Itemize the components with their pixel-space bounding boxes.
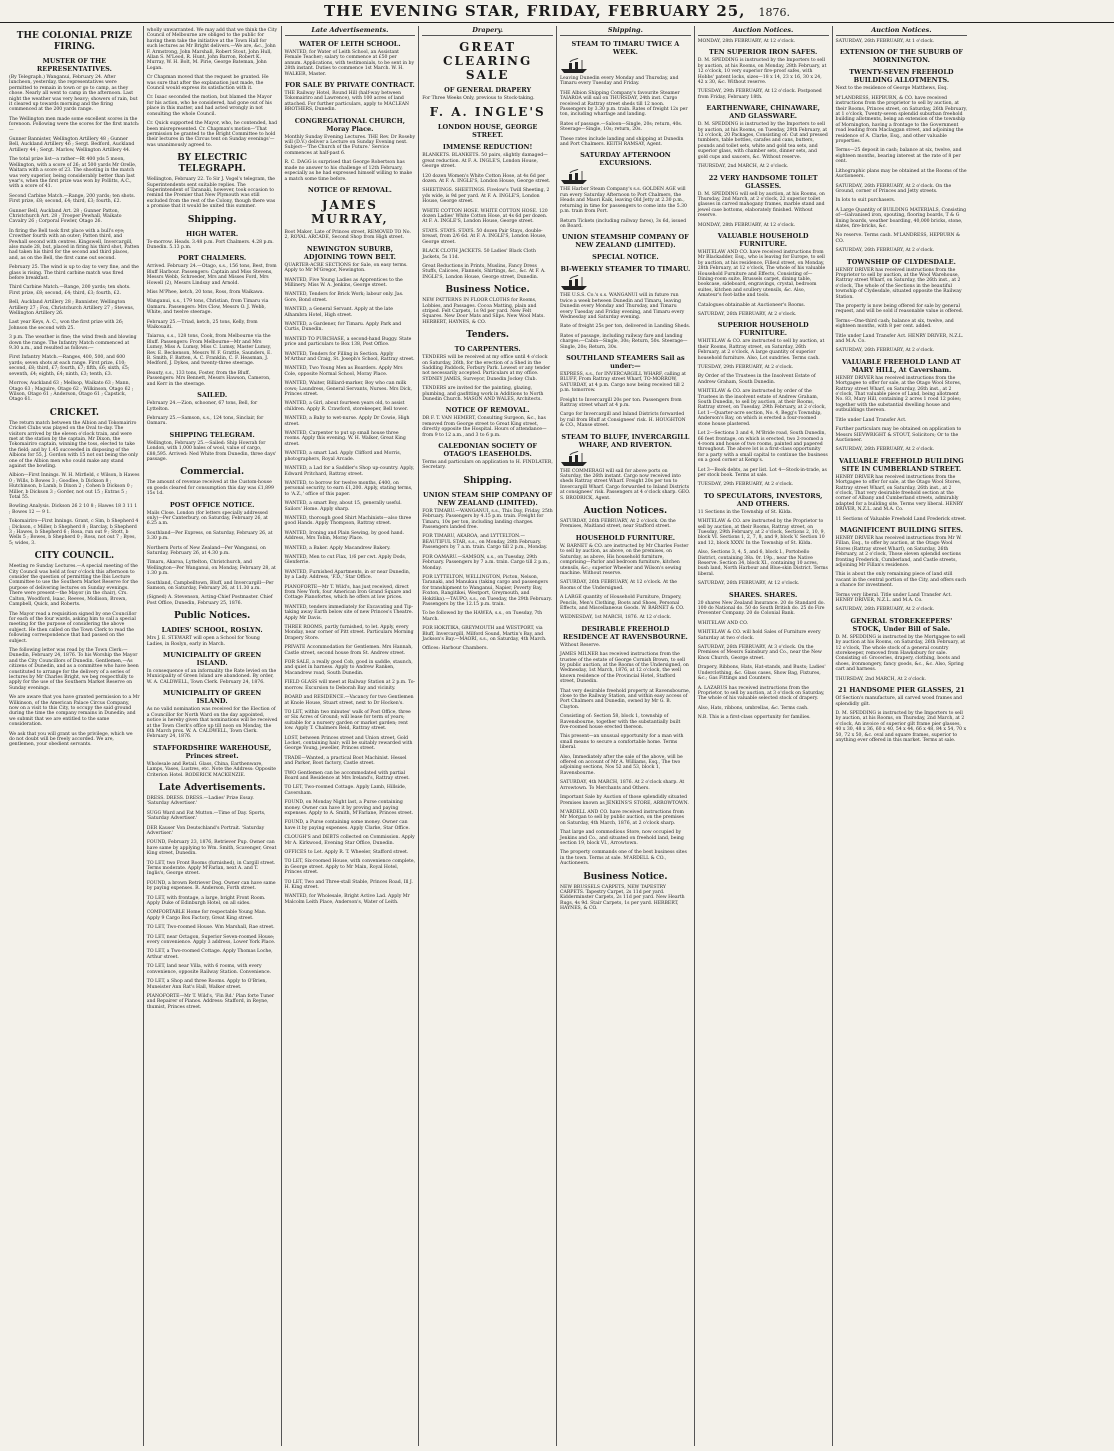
article-paragraph: (By Telegraph.) Wanganui, February 24. After luncheon, yesterday, the representatives were permitted to remain in town or go to camp, as they chose. Nearly all went to camp in the afternoon. Last night the weather was very heavy; showers of rain, but it cleared up towards morning and the firing commenced at the 200 yards range.: [9, 75, 138, 113]
article-paragraph: The property is now being offered for sale by general request, and will be sold if reasonable value is offered.: [835, 304, 964, 315]
article-paragraph: This is about the only remaining piece of land still vacant in the central portion of the City, and offers such a chance for investment.: [835, 572, 966, 589]
article-paragraph: Drapery, Ribbons, Hats, Hat-stands, and Busts; Ladies' Underclothing, &c. Glass cases, Show Bag, Fixtures, &c.; Gas Fittings and Counters.: [697, 665, 826, 682]
notice-heading: VALUABLE HOUSEHOLD FURNITURE.: [717, 231, 809, 248]
article-paragraph: Of Section's manufacture, all carved wood frames and splendidly gilt.: [835, 696, 963, 707]
article-paragraph: JAMES MILNER has received instructions from the trustee of the estate of George Cornish Brown, to sell by public auction, at the Rooms of the Undersigned, on Wednesday, 1st March, 1876, at 12 o'clock, the well known residence of the Provincial Hotel, Stafford street, Dunedin.: [560, 652, 689, 685]
article-paragraph: TENDERS are invited for the painting, glazing, plumbing, and gasfitting work in Additions to North Dunedin Church. MASON AND WALES, Architects.: [422, 386, 544, 402]
article-paragraph: wholly unwarranted. We may add that we think the City Council of Melbourne are obliged to the public for having them take the initiative at the Town Hall for such lectures as Mr Bright delivers.—We are, &c., John F. Armstrong, John Marshall, Robert Stout, John Hull, Allan S. M'Leod, R. Hunt, John Barron, Robert K. Murray, W. H. Bolt, M. Pirie, George Bateman, John Logan.: [146, 28, 278, 71]
article-paragraph: DER Kauser Von Deutschland's Portrait. 'Saturday Advertiser.': [146, 825, 265, 836]
steamship-icon: [560, 451, 588, 467]
article-paragraph: TO LET, Two-roomed Cottage. Apply Lamb, Hillside, Caversham.: [284, 785, 407, 796]
article-paragraph: TWO Gentlemen can be accommodated with partial Board and Residence at Mrs Ireland's, Rattray street.: [284, 770, 410, 781]
article-paragraph: WANTED, a General Servant. Apply at the late Alhambra Hotel, High street.: [284, 307, 393, 318]
article-paragraph: WANTED, for Water of Leith School, an Assistant Female Teacher; salary to commence at £50 per annum. Applications, with testimonials, to be sent in by 28th instant. Duties to commence 1st March. W. H. WALKER, Master.: [284, 50, 415, 77]
article-paragraph: The Wellington men made some excellent scores in the forenoon. Following were the scores for the first match:—: [9, 116, 140, 133]
notice-heading: SHIPPING TELEGRAM.: [169, 430, 255, 439]
article-paragraph: Title under Land Transfer Act. HENRY DRIVER, N.Z.L. and M.A. Co.: [835, 333, 964, 345]
article-paragraph: Albion—First Innings. W. H. Mirfield, c Wilson, b Hawes 0 ; Wills, b Bowes 3 ; Goodlee, b Dickson 8 ; Hutchinson, b Lamb, b Dixon 2 ; Cohen b Dickson 0 ; Miller, b Dickson 3 ; Gorder, not out 15 ; Extras 5 ; Total 55.: [9, 473, 140, 500]
article-paragraph: 3 p.m. The weather is fine; the wind fresh and blowing down the range. The Infantry Match commenced at 9.30 a.m., and resulted as follows:—: [9, 335, 137, 352]
article-paragraph: Meeting re Sunday Lectures.—A special meeting of the City Council was held at four o'clock this afternoon to consider the question of permitting the Ibis Lecture Committee to use the Southern Market Reserve for the purpose of delivering lectures on Sunday evenings. There were present—the Mayor (in the chair), Crs. Calton, Woodford, Isaac, Reeves, Mollison, Brown, Campbell, Quick, and Roberts.: [9, 564, 138, 608]
article-paragraph: FIELD GLASS will meet at Railway Station at 2 p.m. To-morrow. Excursion to Deborah Bay and vicinity.: [284, 680, 416, 691]
column-heading: Drapery.: [422, 26, 553, 36]
article-paragraph: Gunner Bannister, Wellington Artillery 48 ; Gunner Bell, Auckland Artillery 46 ; Sergt. Bedford, Auckland Artillery 44 ; Sergt. Marlow, Wellington Artillery 44.: [9, 137, 135, 153]
newspaper-column: [144, 26, 282, 1446]
article-paragraph: Also, Immediately after the sale of the above, will be offered on account of Mr A. Williams, Esq., The two adjoining sections, Nos 52 and 53, block 1, Ravensbourne.: [560, 754, 683, 776]
article-paragraph: Also, Hats, ribbons, umbrellas, &c. Terms cash.: [697, 705, 809, 711]
article-paragraph: WANTED, Five Young Ladies as Apprentices to the Millinery. Miss W. A. Jenkins, George street.: [284, 277, 403, 288]
article-paragraph: Southland—Per Express, on Saturday, February 26, at 3.30 p.m.: [146, 530, 273, 542]
article-paragraph: 120 dozen Women's White Cotton Hose, at 4s 6d per dozen. At F. A. INGLE'S, London House, George street.: [422, 173, 551, 185]
notice-heading: VALUABLE FREEHOLD LAND AT MARY HILL, At Caversham.: [841, 357, 961, 374]
masthead: [0, 0, 1114, 23]
article-paragraph: Lot 3—Book debts, as per list. Lot 4—Stock-in-trade, as per stock book. Terms at sale.: [697, 467, 827, 478]
article-paragraph: FOR HOKITIKA, GREYMOUTH and WESTPORT, via Bluff, Invercargill, Milford Sound, Martin's Bay, and Jackson's Bay.—MAORI, s.s., on Saturday, 4th March.: [422, 626, 547, 642]
notice-heading: CONGREGATIONAL CHURCH, Moray Place.: [294, 116, 405, 133]
article-paragraph: SATURDAY, 26th FEBRUARY, At 2 o'clock.: [835, 447, 935, 453]
article-paragraph: 11 Sections in the Township of St. Kilda.: [697, 509, 793, 515]
newspaper-title: THE EVENING STAR, FRIDAY, FEBRUARY 25,: [323, 2, 746, 20]
article-paragraph: SATURDAY, 26th FEBRUARY, At 3 o'clock. On the Premises of Messrs Sainsbury and Co., near the New Knox Church, George street.: [697, 645, 822, 661]
article-paragraph: Mrs J. E. STEWART will open a School for Young Ladies, in Roslyn, early in March.: [146, 636, 260, 647]
article-paragraph: EXPRESS, s.s., for INVERCARGILL WHARF, calling at BLUFF, From Rattray street Wharf, TO-MORROW, SATURDAY, at 4 p.m. Cargo now being received till 2 p.m. tomorrow.: [560, 371, 687, 394]
article-paragraph: Second Carbine Match.—Range, 200 yards; ten shots. First prize, £8; second, £4; third, £3; fourth, £2.: [9, 193, 136, 205]
article-paragraph: SATURDAY, 26th FEBRUARY, At 12 o'clock. At the Rooms of the Undersigned.: [560, 580, 678, 591]
article-paragraph: FOUND, a brown Retriever Dog. Owner can have same by paying expenses. R. Anderson, Forth street.: [146, 880, 276, 892]
article-paragraph: WHITELAW AND CO. have received instructions from Mr Blackadder, Esq., who is leaving for Europe, to sell by auction, at his residence, Filleul street, on Monday, 28th February, at 12 o'clock, The whole of his valuable Household Furniture and Effects, Consisting of—Dining-room suite, Brussels carpet, dining table, bookcase, sideboard, engravings, crystal, bedroom suites, kitchen and scullery utensils, &c. Also, Amateur's foot-lathe and tools.: [697, 249, 826, 299]
column-heading: Late Advertisements.: [285, 26, 416, 36]
article-paragraph: Wanganui, s.s., 179 tons, Christian, from Timaru via Oamaru. Passengers: Mrs Clow, Messrs O. J. Webb, White, and twelve steerage.: [146, 299, 269, 316]
section-heading: BY ELECTRIC TELEGRAPH.: [177, 153, 248, 175]
article-paragraph: WANTED, Ironing and Plain Sewing, by good hand. Address, Mrs Tobin, Moray Place.: [284, 530, 405, 542]
newspaper-column: [282, 26, 420, 1446]
newspaper-year: 1876.: [758, 6, 791, 19]
article-paragraph: By Order of the Trustees in the Insolvent Estate of Andrew Graham, South Dunedin.: [697, 374, 816, 385]
article-paragraph: Mails Close. London (for letters specially addressed only)—Per Canterbury, on Saturday, February 26, at 6.25 a.m.: [146, 510, 268, 527]
article-paragraph: TO LET, near Octagon, Superior Seven-roomed House; every convenience. Apply 3 address, Lower York Place.: [146, 934, 276, 946]
notice-heading: MUNICIPALITY OF GREEN ISLAND.: [163, 689, 262, 706]
article-paragraph: Important Sale by Auction of those splendidly situated Premises known as JENKINS'S STORE, ARROWTOWN.: [560, 795, 689, 806]
article-paragraph: Tokomairiro—First Innings. Grant, c Sim, b Shepherd 4 ; Dickson, c Miller, b Shepherd 8 ; Barclay, b Shepherd 3 ; Hawes, b Shepherd 6 ; Rosa, run out 9 ; Stott, b Wells 5 ; Bowes, b Shepherd 0 ; Ross, not out 7 ; Byes, 5; wides, 3.: [9, 519, 139, 546]
article-paragraph: TUESDAY, 29th FEBRUARY, At 2 o'clock.: [697, 365, 794, 371]
article-paragraph: Terms—25 deposit in cash; balance at six, twelve, and eighteen months, bearing interest at the rate of 8 per cent.: [835, 148, 962, 165]
notice-heading: CALEDONIAN SOCIETY OF OTAGO'S LEASEHOLDS.: [438, 442, 538, 459]
notice-heading: STEAM TO TIMARU TWICE A WEEK.: [571, 40, 680, 56]
section-heading: Shipping.: [463, 475, 512, 486]
article-paragraph: BLANKETS. BLANKETS. 50 pairs, slightly damaged—great reduction. At F. A. INGLE'S, London House, George street.: [422, 153, 548, 170]
article-paragraph: SATURDAY, 26th FEBRUARY, At 2 o'clock. On the Premises, Maitland street, near Stafford street.: [560, 519, 676, 530]
article-paragraph: The amount of revenue received at the Custom-house on goods cleared for consumption this day was £1,899 15s 1d.: [146, 480, 274, 497]
article-paragraph: WANTED, for Wholesale, Bright Active Lad. Apply Mr Malcolm Leith Place, Anderson's, Water of Leith.: [284, 894, 410, 905]
article-paragraph: D. M. SPEDDING is instructed by the Importers to sell by auction, at his Rooms, on Tuesday, 29th February, at 12 o'clock, 20 Packages, Consisting of: Cut and pressed tumblers, table bottles, carafes and cans, butters, pounds and toilet sets, white and gold tea sets, and superior glass, with chamber sets, dinner sets, and gold cups and saucers, &c. Without reserve.: [697, 122, 828, 160]
section-heading: Business Notice.: [445, 285, 530, 296]
display-heading: GREAT CLEARING SALE: [443, 40, 533, 82]
article-paragraph: Rates of passage, including railway fare and landing charges:—Cabin—Single, 30s; Return, 50s. Steerage—Single, 20s; Return, 30s.: [560, 333, 688, 350]
article-paragraph: PIANOFORTE—Mr T. Wild's, has just received, direct from New York, four American Iron Grand Square and Cottage Pianofortes, which he offers at low prices.: [284, 584, 412, 601]
article-paragraph: The Mayor read a requisition signed by one Councillor for each of the four wards, asking him to call a special meeting for the purpose of considering the above subject. He then called on the Town Clerk to read the following correspondence that had passed on the subject.: [9, 611, 137, 644]
article-paragraph: BOARD and RESIDENCE.—Vacancy for two Gentlemen at Knole House, Stuart street, next to Dr Hocken's.: [284, 695, 414, 706]
article-paragraph: SATURDAY, 26th FEBRUARY, At 2 o'clock.: [835, 607, 935, 613]
article-paragraph: WANTED, Waiter, Billiard-marker, Boy who can milk cows; Laundress, General Servants, Nurses. Mrs Dick, Princes street.: [284, 381, 412, 398]
section-heading: Shipping.: [187, 214, 237, 225]
article-paragraph: WHITELAW & CO. are instructed to sell by auction, at their Rooms, Rattray street, on Saturday, 26th February, at 2 o'clock, A large quantity of superior household furniture. Also, Lot sundries. Terms cash.: [697, 339, 825, 361]
article-paragraph: Last year Keys, A. C., won the first prize with 26; Johnson the second with 25.: [9, 320, 124, 331]
notice-heading: TOWNSHIP OF CLYDESDALE.: [846, 257, 956, 266]
notice-heading: SAILED.: [197, 391, 228, 400]
article-paragraph: M'ARDELL AND CO. have received instructions from Mr Morgan to sell by public auction, on the premises on Saturday, 4th March, 1876, at 2 o'clock sharp.: [560, 809, 684, 826]
article-paragraph: FOUND, February 23, 1876, Retriever Pup. Owner can have same by applying to Wm. Smith, Scavenger, Great King street, Dunedin.: [146, 840, 277, 857]
article-paragraph: A. LAZARUS has received instructions from the Proprietor, to sell by auction, at 3 o'clock on Saturday, The whole of his valuable selected stock of drapery.: [697, 685, 825, 702]
article-paragraph: Further particulars may be obtained on application to Messrs SIEVWRIGHT & STOUT, Solicitors; Or to the Auctioneer.: [835, 427, 962, 443]
article-paragraph: WHITELAW & CO. are instructed by order of the Trustees in the insolvent estate of Andrew Graham, South Dunedin, to sell by auction, at their Rooms, Rattray street, on Tuesday, 29th February, at 2 o'clock, Lot 1—Quarter-acre section, No. 4, Begg's Township, Anderson's Bay, on which is erected a four-roomed stone house plastered.: [697, 389, 826, 427]
article-paragraph: TUESDAY, 29th FEBRUARY, At 2 o'clock.: [697, 482, 794, 488]
section-heading: CRICKET.: [49, 407, 100, 418]
article-paragraph: D. M. SPEDDING is instructed by the Mortgagee to sell by auction at his Rooms, on Saturday, 26th February, at 12 o'clock, The whole stock of a general country storekeeper, removed from Hawksbury for sale. Consisting of: Groceries, drapery, clothing, boots and shoes, ironmongery, fancy goods, &c., &c. Also, Spring cart and harness.: [835, 634, 966, 673]
article-paragraph: SATURDAY, 26th FEBRUARY, At 2 o'clock.: [835, 248, 935, 254]
article-paragraph: We are aware that you have granted permission to a Mr Wilkinson, of the American Palace Circus Company, now on a visit to this City, to occupy the said ground during the time the company remains in Dunedin; and we submit that we are entitled to the same consideration.: [9, 695, 140, 728]
notice-heading: NOTICE OF REMOVAL.: [307, 185, 392, 194]
article-paragraph: WANTED, a Baker. Apply Macandrew Bakery.: [284, 545, 391, 551]
notice-heading: UNION STEAM SHIP COMPANY OF NEW ZEALAND (LIMITED).: [423, 490, 553, 507]
article-paragraph: Return Tickets (including railway fares), 3s 6d, issued on Board.: [560, 218, 687, 229]
article-paragraph: HENRY DRIVER has received instructions from the Mortgagee to offer for sale, at the Otago Wool Stores, Rattray street Wharf, on Saturday, 26th inst., at 2 o'clock, That valuable piece of Land, being allotment No. 83, Mary Hill, containing 2 acres 1 rood 12 poles; together with the substantial dwelling house and outbuildings thereon.: [835, 375, 962, 414]
article-paragraph: That very desirable freehold property at Ravensbourne, close to the Railway Station, and within easy access of Port Chalmers and Dunedin, owned by Mr G. B. Clayton.: [560, 688, 691, 710]
article-paragraph: Lot 2—Sections 3 and 4, M'Bride road, South Dunedin, 66 feet frontage, on which is erected, two 2-roomed a 4-room and house of two rooms, painted and papered throughout. The above lot is a first-class opportunity for a party with a small capital to continue the business on a good corner at Kemp's.: [697, 431, 828, 464]
article-paragraph: W. BARNET & CO. are instructed by Mr Charles Foster to sell by auction, as above, on the premises, on Saturday, as above, His household furniture, comprising—Parlor and bedroom furniture, kitchen utensils, &c.; superior Wheeler and Wilson's sewing machine. Without reserve.: [560, 543, 689, 576]
article-paragraph: SATURDAY, 26th FEBRUARY, At 1 o'clock.: [835, 39, 935, 44]
article-paragraph: Northern Ports of New Zealand—Per Wanganui, on Saturday, February 26, at 4.30 p.m.: [146, 545, 266, 556]
notice-heading: BI-WEEKLY STEAMER TO TIMARU.: [560, 265, 691, 274]
article-paragraph: FOUND, a Purse containing some money. Owner can have it by paying expenses. Apply Clarke, Star Office.: [284, 820, 410, 831]
newspaper-column: [833, 26, 971, 1446]
notice-heading: MUSTER OF THE REPRESENTATIVES.: [36, 57, 112, 73]
article-paragraph: TRADE—Wanted, a practical Boot Machinist. Hessel and Parker, Boot factory, Castle street.: [284, 755, 407, 767]
article-paragraph: Terms and particulars on application to H. FINDLATER, Secretary.: [422, 460, 553, 471]
article-paragraph: Monthly Sunday Evening Lectures. THE Rev. Dr Roseby will (D.V.) deliver a Lecture on Sunday Evening next. Subject—'The Church of the Future.' Service commences at half-past 6.: [284, 134, 416, 156]
article-paragraph: In firing the Bell took first place with a bull's eye; Crowther fourth with an outer; Patten third, and Pewhall second with centres. Kingswell, Invercargill, also made 28, but, placed in firing his third shot, Patten had taken his third for the second and third places, and, as on the Bell, the first came out second.: [9, 228, 140, 261]
article-paragraph: Terms very liberal. Title under Land Transfer Act. HENRY DRIVER, N.Z.L. and M.A. Co.: [835, 592, 952, 604]
article-paragraph: WANTED, Tenders for Brick Work; labour only. Jas. Gore, Bond street.: [284, 292, 404, 303]
article-paragraph: Next to the residence of George Matthews, Esq.: [835, 86, 948, 92]
notice-heading: TO SPECULATORS, INVESTORS, AND OTHERS.: [703, 491, 823, 508]
article-paragraph: MONDAY, 28th FEBRUARY, At 12 o'clock.: [697, 39, 796, 44]
article-paragraph: Timaru, Akaroa, Lyttelton, Christchurch, and Wellington—Per Wanganui, on Monday, February 28, at 1.30 p.m.: [146, 560, 276, 577]
article-paragraph: The return match between the Albion and Tokomairiro Cricket Clubs was played on the Oval to-day. The visitors arrived by the eleven o'clock train, and were met at the station by the captain, Mr Dixon, the Tokomairiro captain, winning the toss, elected to take the field; and by 1.45 succeeded in disposing of the Albions for 55, J. Gordon with 15 not out being the only one of the Albion men who could make any stand against the bowling.: [9, 420, 139, 469]
article-paragraph: Title under Land Transfer Act.: [835, 417, 907, 423]
notice-heading: OF GENERAL DRAPERY: [444, 86, 532, 94]
article-paragraph: PIANOFORTE—Mr T. Wild's, 'Fin Rd.' Plan forte Tuner and Repairer of Pianos. Address: Stafford, in Reyne, thumist, Princes street.: [146, 993, 275, 1010]
article-paragraph: QUARTER-ACRE SECTIONS for Sale, on easy terms. Apply to Mr M'Gregor, Newington.: [284, 262, 408, 274]
article-paragraph: Terms—One-third cash; balance at six, twelve, and eighteen months, with 8 per cent. added.: [835, 318, 954, 330]
notice-heading: PORT CHALMERS.: [178, 254, 247, 263]
notice-heading: WATER OF LEITH SCHOOL.: [299, 40, 401, 48]
article-paragraph: HENRY DRIVER has received instructions from Mr W. Fillan, Esq., to offer by auction, at the Otago Wool Stores (Rattray street Wharf), on Saturday, 26th February, at 2 o'clock, Those eleven splendid sections fronting Frederick, Cumberland, and Castle streets, adjoining Mr Fillan's residence.: [835, 535, 962, 568]
notice-heading: TO CARPENTERS.: [454, 345, 521, 354]
article-paragraph: Taiaroa, s.s., 128 tons, Cook, from Melbourne via the Bluff. Passengers: From Melbourne—Mr and Mrs Lumsy, Miss A. Lumsy, Miss C. Lumsy, Master Lumsy, Rev. E. Beckenson, Messrs W. F. Grattle, Saunders, E. B. Smith, F. Batten, A. C. Franklin, C. F. Heasman, J. Medford, J. Dykes, and twenty-three steerage.: [146, 334, 272, 367]
notice-heading: EXTENSION OF THE SUBURB OF MORNINGTON.: [839, 48, 963, 65]
section-heading: Public Notices.: [173, 611, 251, 622]
newspaper-column: [6, 26, 144, 1446]
article-paragraph: A LARGE quantity of Household Furniture, Drapery, Pencils, Men's Clothing, Boots and Shoes, Personal Effects, and Miscellaneous Goods. W. BARNET & CO.: [560, 595, 685, 611]
article-paragraph: DRESS. DRESS. DRESS.—Ladies' Prize Essay. 'Saturday Advertiser.': [146, 795, 254, 807]
notice-heading: 21 HANDSOME PIER GLASSES, 21: [837, 686, 965, 695]
notice-heading: POST OFFICE NOTICE.: [169, 500, 255, 509]
article-paragraph: FOR LYTTELTON, WELLINGTON, Picton, Nelson, Taranaki, and Manukau (taking cargo and passengers for transhipment to Wanganui, Napier, Poverty Bay, Foxton, Rangitikei, Westport, Greymouth, and Hokitika).—TAUPO, s.s., on Tuesday, the 29th February. Passengers by the 12.15 p.m. train.: [422, 574, 553, 607]
article-paragraph: TO LET, two Front Rooms (furnished), in Cargill street. Terms moderate. Apply M'Farlan, next A. and T. Inglis's, George street.: [146, 860, 276, 877]
article-paragraph: In lots to suit purchasers.: [835, 198, 896, 204]
article-paragraph: WANTED, a Baby to wet-nurse. Apply Dr Cowie, High street.: [284, 416, 410, 427]
article-paragraph: February 25.—Triad, ketch, 25 tons, Kelly, from Waikouaiti.: [146, 319, 258, 331]
article-paragraph: SATURDAY, 26th FEBRUARY, At 2 o'clock.: [697, 312, 797, 317]
article-paragraph: R. C. DAGG is surprised that George Robertson has made no answer to his challenge of 12th February, especially as he had expressed himself willing to make a match some time before.: [284, 160, 413, 182]
article-paragraph: As no valid nomination was received for the Election of a Councillor for North Ward on the day appointed, notice is hereby given that nominations will be received at the Town Clerk's office up till noon on Monday, the 6th March prox. W. A. CALDWELL, Town Clerk. February 24, 1876.: [146, 707, 278, 740]
article-paragraph: Offices: Harbour Chambers.: [422, 646, 488, 652]
article-paragraph: For Three Weeks Only, previous to Stock-taking.: [422, 96, 535, 101]
article-paragraph: FOUND, on Monday Night last, a Purse containing money. Owner can have it by proving and paying expenses. Apply to A. Smith, M'Farlane, Princes street.: [284, 800, 414, 816]
article-paragraph: MONDAY, 28th FEBRUARY, At 12 o'clock.: [697, 222, 796, 228]
article-paragraph: BLACK CLOTH JACKETS. 50 Ladies' Black Cloth Jackets, 5s 11d.: [422, 249, 536, 260]
article-paragraph: TENDERS will be received at my office until 4 o'clock on Saturday, 26th, for the erection of a Shed in the Saddling Paddock, Forbury Park. Lowest or any tender not necessarily accepted. Particulars at my office. SYDNEY JAMES, Surveyor, Dunedin Jockey Club.: [422, 355, 551, 382]
article-paragraph: SUGG Ward and Fat Mutton.—Time of Day. Sports, 'Saturday Advertiser.': [146, 810, 266, 822]
newspaper-columns: [6, 26, 1108, 1446]
article-paragraph: FOR TIMARU, AKAROA, and LYTTELTON.—BEAUTIFUL STAR, s.s., on Monday, 28th February. Passengers by 7 a.m. train. Cargo till 2 p.m., Monday.: [422, 534, 548, 551]
article-paragraph: SHEETINGS. SHEETINGS. Fivelow's Twill Sheeting, 2 yds wide, is 9d per yard. At F. A. INGLE'S, London House, George street.: [422, 188, 550, 205]
article-paragraph: These rates include landing and shipping at Dunedin and Port Chalmers. KEITH RAMSAY, Agent.: [560, 136, 684, 148]
article-paragraph: THE Railway Hotel, Round Hill (half-way between Tokomairiro and Lawrence), with 100 acres of land attached. For further particulars, apply to MACLEAN BROTHERS, Dunedin.: [284, 91, 410, 113]
article-paragraph: Bell, Auckland Artillery 28 ; Bannister, Wellington Artillery 27 ; Fox, Christchurch Artillery 27 ; Stevens, Wellington Artillery 26.: [9, 300, 135, 317]
article-paragraph: SATURDAY, 4th MARCH, 1876. At 2 o'clock sharp. At Arrowtown. To Merchants and Others.: [560, 780, 685, 791]
article-paragraph: DR F. T. VAN HEMERT, Consulting Surgeon, &c., has removed from George street to Great King street, directly opposite the Hospital. Hours of attendance—from 9 to 12 a.m., and 3 to 6 p.m.: [422, 416, 547, 438]
steamship-icon: [560, 169, 588, 185]
article-paragraph: THE Albion Shipping Company's favourite Steamer TAIAROA will sail on THURSDAY, 24th inst. Cargo received at Rattray street sheds till 12 noon. Passengers by 3.30 p.m. train. Rates of freight 12s per ton, including wharfage and landing.: [560, 90, 688, 118]
article-paragraph: Third Carbine Match.—Range, 200 yards; ten shots. First prize, £8; second, £4; third, £3; fourth, £2.: [9, 285, 131, 296]
article-paragraph: Morrow, Auckland 63 ; Mellsop, Waikato 63 ; Mann, Otago 63 ; Maguire, Otago 62 ; Wilkinson, Otago 62 ; Wilson, Otago 61 ; Anderson, Otago 61 ; Capstick, Otago 61.: [9, 381, 134, 403]
article-paragraph: THREE ROOMS, partly furnished, to let. Apply, every Monday, near corner of Pitt street. Particulars Morning Drapery Store.: [284, 625, 414, 641]
column-heading: Auction Notices.: [836, 26, 968, 36]
article-paragraph: Bowling Analysis. Dickson 26 2 10 8 ; Hawes 18 3 11 1 ; Bowes 12 — 9 1.: [9, 504, 138, 515]
article-paragraph: NEW PATTERNS IN FLOOR CLOTHS for Rooms, Lobbies, and Passages. Cocoa Matting, plain and striped. Felt Carpets, 1s 9d per yard. New Felt Squares. New Door Mats and Slips. New Wool Mats. HERBERT, HAYNES, & CO.: [422, 298, 545, 325]
notice-heading: NOTICE OF REMOVAL.: [445, 406, 530, 415]
article-paragraph: Freight to Invercargill 20s per ton. Passengers from Rattray street wharf at 4 p.m.: [560, 397, 682, 408]
notice-heading: 22 VERY HANDSOME TOILET GLASSES.: [708, 173, 818, 190]
notice-heading: HOUSEHOLD FURNITURE.: [575, 533, 675, 542]
section-heading: Tenders.: [466, 330, 510, 341]
display-heading: F. A. INGLE'S: [429, 105, 546, 120]
notice-heading: NEWINGTON SUBURB, ADJOINING TOWN BELT.: [303, 244, 396, 261]
notice-heading: MUNICIPALITY OF GREEN ISLAND.: [163, 651, 262, 668]
article-paragraph: (Signed) A. Stevenson, Acting-Chief Postmaster. Chief Post Office, Dunedin, February 25, 1876.: [146, 595, 273, 606]
article-paragraph: TO LET, Two and Three-stall Stable, Princes Road, Ill J. H. King street.: [284, 879, 413, 891]
article-paragraph: February 25. The wind is up to day to very fine, and the glass is rising. The third carbine match was fired before breakfast.: [9, 265, 139, 281]
notice-heading: SPECIAL NOTICE.: [592, 253, 659, 262]
notice-heading: SOUTHLAND STEAMERS Sail as under:—: [566, 353, 685, 370]
article-paragraph: WHITELAW & CO. are instructed by the Proprietor to sell by auction, at their Rooms, Rattray street, on Tuesday, 29th February, at 2 o'clock, Sections 2, 10, 9, block VI. Sections 1, 2, 7, 8, and 9, block V. Section 10 and 12, block XXXV. In the Township of St. Kilda.: [697, 519, 825, 546]
article-paragraph: THURSDAY, 2nd MARCH, At 2 o'clock.: [697, 164, 789, 170]
article-paragraph: CLOUGH'S and DEBTS collected on Commission. Apply Mr A. Kirkwood, Evening Star Office, Dunedin.: [284, 835, 415, 846]
steamship-icon: [560, 275, 588, 291]
steamship-icon: [560, 58, 588, 74]
article-paragraph: THURSDAY, 2nd MARCH, At 2 o'clock.: [835, 676, 927, 682]
article-paragraph: 11 Sections of Valuable Freehold Land Frederick street.: [835, 516, 967, 522]
article-paragraph: WANTED, a Girl, about fourteen years old, to assist children. Apply R. Crawford, storekeeper, Bell tower.: [284, 401, 408, 412]
article-paragraph: The total prize list—a rather—Rt 400 yds 5 moon, Wellington, with a score of 26; at 500 yards Mr Orelle, Waitara with a score of 23. The shooting in the match was very superior, being considerably better than last year's, when the first prize was won by Pollitts, A.C., with a score of 41.: [9, 157, 137, 190]
article-paragraph: To be followed by the HAWEA, s.s., on Tuesday, 7th March.: [422, 611, 543, 622]
article-paragraph: Wholesale and Retail. Glass, China, Earthenware, Lamps, Vases, Lustres, etc. Note the Address: Opposite Criterion Hotel. RODERICK MACKENZIE.: [146, 761, 276, 778]
notice-heading: SHARES. SHARES.: [729, 590, 798, 599]
article-paragraph: WHITELAW & CO. will hold Sales of Furniture every Saturday at two o'clock.: [697, 630, 821, 641]
notice-heading: TEN SUPERIOR IRON SAFES.: [708, 48, 818, 57]
article-paragraph: Cr Chapman moved that the request be granted. He was sure that after the explanation just made, the Council would express its satisfaction with it.: [146, 75, 269, 92]
article-paragraph: WANTED, Two Young Men as Boarders. Apply Mrs Cole, opposite Normal School, Moray Place.: [284, 366, 403, 377]
article-paragraph: WANTED, a smart Boy, about 15, generally useful. Sailors' Home. Apply sharp.: [284, 501, 402, 512]
article-paragraph: WANTED, a smart Lad. Apply Clifford and Morris, photographers, Royal Arcade.: [284, 451, 402, 462]
display-heading: JAMES MURRAY,: [311, 197, 389, 226]
section-heading: Business Notice.: [583, 871, 668, 882]
article-paragraph: Without Reserve.: [560, 642, 601, 648]
article-paragraph: February 24.—Zion, schooner, 67 tons, Bell, for Lyttelton.: [146, 401, 258, 412]
article-paragraph: THE Harbor Steam Company's s.s. GOLDEN AGE will run every Saturday Afternoon to Port Chalmers, the Heads and Maori Kaik, leaving Old Jetty at 2.30 p.m., returning in time for passengers to come into the 5.30 p.m. train from Port.: [560, 187, 687, 215]
article-paragraph: D. M. SPEDDING is instructed by the Importers to sell by auction, at his Rooms, on Monday, 28th February, at 12 o'clock, 10 very superior fire-proof safes, with Hobbs' patent locks, sizes—18 x 14, 23 x 16, 30 x 24, 42 x 30, &c. Without reserve.: [697, 58, 827, 86]
section-heading: Auction Notices.: [583, 506, 668, 517]
column-heading: Auction Notices.: [698, 26, 829, 36]
section-heading: CITY COUNCIL.: [34, 551, 115, 562]
article-paragraph: Rates of passage.—Saloon—Single, 20s; return, 40s. Steerage—Single, 10s; return, 20s.: [560, 121, 683, 133]
article-paragraph: Arrived. February 24.—Otago, s.s., 156 tons, Best, from Bluff Harbour. Passengers: Captain and Miss Stevens, Messrs Webb, Schroeder, Mrs and Misses Ford, Mrs Howell (2), Messrs Lindsay and Arnold.: [146, 264, 277, 286]
newspaper-column: [695, 26, 833, 1446]
article-paragraph: February 25.—Samson, s.s., 124 tons, Sinclair, for Oamaru.: [146, 415, 264, 427]
article-paragraph: WEDNESDAY, 1st MARCH, 1876. At 12 o'clock.: [560, 615, 672, 621]
article-paragraph: WANTED, tenders immediately for Excavating and Tip-taking away Earth below site of new Princes's Theatre. Apply Mr Davis.: [284, 604, 414, 621]
article-paragraph: Lithographic plans may be obtained at the Rooms of the Auctioneers.: [835, 168, 967, 180]
article-paragraph: COMFORTABLE Home for respectable Young Man. Apply 9 Cargo Box Factory, Great King street.: [146, 910, 267, 921]
article-paragraph: OFFICES to Let. Apply R. T. Wheeler, Stafford street.: [284, 850, 409, 856]
article-paragraph: A Large Quantity of BUILDING MATERIALS, Consisting of—Galvanised iron, spouting, flooring boards, T & G lining boards, weather boarding, 40,000 bricks, stone, slates, fire-bricks, &c.: [835, 207, 967, 229]
article-paragraph: Leaving Dunedin every Monday and Thursday, and Timaru every Tuesday and Friday.: [560, 76, 679, 87]
article-paragraph: WANTED, Tenders for Filling in Section. Apply M'Arthur and Craig, St. Joseph's School, Rattray street.: [284, 351, 415, 362]
column-heading: Shipping.: [560, 26, 691, 36]
article-paragraph: In consequence of an informality the Rate levied on the Municipality of Green Island are abandoned. By order, W. A. CALDWELL, Town Clerk. February 24, 1876.: [146, 669, 277, 685]
article-paragraph: The following letter was read by the Town Clerk:— Dunedin, February 24, 1876. To his Worship the Mayor and the City Councillors of Dunedin. Gentlemen,—As citizens of Dunedin, and as a committee who have been constituted to arrange for the delivery of a series of lectures by Mr Charles Bright, we beg respectfully to apply for the use of the Southern Market Reserve on Sunday evenings.: [9, 647, 139, 691]
article-paragraph: Consisting of: Section 58, block 1, township of Ravensbourne, together with the substantially built five-roomed house erected thereon.: [560, 714, 681, 731]
article-paragraph: SATURDAY, 26th FEBRUARY, At 12 o'clock.: [697, 581, 800, 587]
article-paragraph: No reserve. Terms cash. M'LANDRESS, HEPBURN & CO.: [835, 233, 961, 244]
article-paragraph: Miss M'Phee, ketch, 20 tons, Ross, from Waikawa.: [146, 290, 264, 295]
article-paragraph: THE U.S.S. Co.'s s.s. WANGANUI will in future run twice a week between Dunedin and Timaru, leaving Dunedin every Monday and Thursday, and Timaru every Tuesday and Friday evening, and Timaru every Wednesday and Saturday evening.: [560, 293, 685, 320]
article-paragraph: To-morrow. Heads. 3.48 p.m. Port Chalmers. 4.28 p.m. Dunedin. 5.13 p.m.: [146, 239, 274, 250]
notice-heading: DESIRABLE FREEHOLD RESIDENCE AT RAVENSBOURNE.: [562, 624, 688, 641]
notice-heading: TWENTY-SEVEN FREEHOLD BUILDING ALLOTMENTS.: [849, 68, 954, 85]
article-paragraph: THE COMMERAGI will sail for above ports on Saturday, the 26th instant. Cargo now received into sheds Rattray street Wharf. Freight 20s per ton to Invercargill Wharf. Cargo forwarded to Inland Districts at consignees' risk. Passengers at 4 o'clock sharp. GEO. S. BRODRICK, Agent.: [560, 468, 691, 501]
article-paragraph: SATURDAY, 26th FEBRUARY, At 2 o'clock.: [835, 348, 935, 354]
article-paragraph: Cargo for Invercargill and Inland Districts forwarded by rail from Bluff at Consignees' risk. H. HOUGHTON & CO., Manse street.: [560, 412, 686, 429]
notice-heading: LADIES' SCHOOL, ROSLYN.: [161, 626, 263, 635]
article-paragraph: Wellington, February 25.—Sailed: Ship Howrah for London, with 1,000 bales of wool, value of cargo, £88,595. Arrived: Ned White from Dunedin, three days' passage.: [146, 440, 277, 462]
article-paragraph: The property commands one of the best business sites in the town. Terms at sale. M'ARDELL & CO., Auctioneers.: [560, 850, 687, 867]
article-paragraph: WANTED, Carpenter to put up small house three rooms. Apply this evening. W. H. Walker, Great King street.: [284, 431, 406, 447]
article-paragraph: WANTED, a Gardener, for Timaru. Apply Park and Curtis, Dunedin.: [284, 321, 402, 333]
article-paragraph: WHITELAW AND CO.: [697, 620, 749, 626]
notice-heading: SUPERIOR HOUSEHOLD FURNITURE.: [717, 321, 809, 338]
article-paragraph: Gunner Bell, Auckland Art. 28 ; Gunner Patton, Christchurch Art. 28 ; Trooper Pewhall, Waikato Cavalry 26 ; Corporal Fowler, Otago 26.: [9, 208, 122, 225]
article-paragraph: WANTED, a Lad for a Saddler's Shop up-country. Apply, Edward Pritchard, Rattray street.: [284, 466, 415, 477]
article-paragraph: TUESDAY, 29th FEBRUARY, At 12 o'clock. Postponed from Friday, February 18th.: [697, 89, 822, 100]
article-paragraph: Cr. Quick supported the Mayor, who, he contended, had been misrepresented. Cr. Chapman's motion—'That permission be granted to the Bright Committee to hold their lectures in the Circus tent on Sunday evenings'—was unanimously agreed to.: [146, 121, 278, 148]
article-paragraph: This present—an unusual opportunity for a man with small means to secure a comfortable home. Terms liberal.: [560, 734, 684, 751]
newspaper-column: [557, 26, 695, 1446]
article-paragraph: Wellington, February 22. To Sir J. Vogel's telegram, the Superintendents sent suitable replies. The Superintendent of Taranaki, however, took occasion to remind the Premier that New Plymouth was still excluded from the rest of the Colony, though there was a promise that it would be united this summer.: [146, 177, 276, 210]
article-paragraph: TO LET, with frontage, a large, bright Front Room. Apply Duke of Edinburgh Hotel, on all sides.: [146, 895, 266, 907]
article-paragraph: D. M. SPEDDING will sell by auction, at his Rooms, on Thursday, 2nd March, at 2 o'clock, 22 superior toilet glasses in carved mahogany frames, marble stand and jewel case bottoms, elaborately finished. Without reserve.: [697, 191, 825, 219]
article-paragraph: TO LET, land near Villa, with 6 rooms, with every convenience, opposite Railway Station. Convenience.: [146, 964, 272, 975]
article-paragraph: FOR SALE, a really good Cob, good in saddle, staunch, and quiet in harness. Apply to Andrew Ranken, Macandrew road, South Dunedin.: [284, 660, 413, 676]
section-heading: THE COLONIAL PRIZE FIRING.: [16, 31, 132, 52]
notice-heading: LONDON HOUSE, GEORGE STREET.: [437, 123, 538, 140]
newspaper-column: [419, 26, 557, 1446]
article-paragraph: First Infantry Match.—Ranges, 400, 500, and 600 yards; seven shots at each range. First prize, £10; second, £8; third, £7; fourth, £7; fifth, £6; sixth, £5; seventh, £4; eighth, £4; ninth, £3; tenth, £3.: [9, 355, 130, 377]
notice-heading: GENERAL STOREKEEPERS' STOCK, Under Bill of Sale.: [850, 616, 953, 633]
article-paragraph: WANTED TO PURCHASE, a second-hand Buggy. State price and particulars to Box 138, Post Office.: [284, 336, 412, 348]
article-paragraph: WHITE COTTON HOSE. WHITE COTTON HOSE. 120 dozen Ladies' White Cotton Hose, at 4s 6d per dozen. At F. A. INGLE'S, London House, George street.: [422, 208, 548, 225]
notice-heading: UNION STEAMSHIP COMPANY OF NEW ZEALAND (LIMITED).: [561, 233, 689, 250]
article-paragraph: STAYS. STAYS. STAYS. 50 dozen Pair Stays, double-breast, from 2/6 6d. At F. A. INGLE'S, London House, George street.: [422, 228, 547, 245]
section-heading: Commercial.: [180, 467, 245, 478]
notice-heading: STEAM TO BLUFF, INVERCARGILL WHARF, AND RIVERTON.: [561, 432, 690, 449]
notice-heading: HIGH WATER.: [186, 229, 239, 238]
article-paragraph: Catalogues obtainable at Auctioneer's Rooms.: [697, 302, 806, 308]
article-paragraph: TO LET, within two minutes' walk of Post Office, three or Six Acres of Ground; will lease for term of years; suitable for a nursery garden or market garden; rent low. Apply T. Chalmers Reid, Rattray street.: [284, 709, 411, 732]
article-paragraph: WANTED, to borrow for twelve months, £400, on personal security, to earn £1,200. Apply, stating terms, to 'A.Z.,' office of this paper.: [284, 480, 413, 497]
article-paragraph: FOR OAMARU.—SAMSON, s.s., on Tuesday, 29th February. Passengers by 7 a.m. train. Cargo till 2 p.m., Monday.: [422, 554, 550, 571]
article-paragraph: N.B. This is a first-class opportunity for families.: [697, 715, 811, 721]
article-paragraph: TO LET, a Shop and three Rooms. Apply to O'Brien, Muneister Ann Rat's Hall, Walker street.: [146, 979, 267, 990]
article-paragraph: WANTED, Furnished Apartments, in or near Dunedin, by a Lady. Address, 'F.D.,' Star Office.: [284, 569, 411, 581]
article-paragraph: HENRY DRIVER has received instructions from the Mortgagee to offer for sale, at the Otago Wool Stores, Rattray street Wharf, on Saturday, 26th inst., at 2 o'clock, That very desirable freehold section at the corner of Albany and Cumberland streets, admirably adapted for a building site. Terms very liberal. HENRY DRIVER, N.Z.L. and M.A. Co.: [835, 474, 964, 513]
article-paragraph: SATURDAY, 26th FEBRUARY, At 2 o'clock. On the Ground, corner of Princes and Jetty streets.: [835, 183, 952, 194]
notice-heading: EARTHENWARE, CHINAWARE, AND GLASSWARE.: [706, 104, 820, 121]
article-paragraph: NEW BRUSSELS CARPETS, NEW TAPESTRY CARPETS. Tapestry Carpet, 2s 11d per yard. Kidderminster Carpets, 2s 11d per yard. New Hearth Rugs, 4s 9d. Stair Carpets, 1s per yard. HERBERT, HAYNES, & CO.: [560, 884, 685, 912]
article-paragraph: FOR TIMARU.—WANGANUI, s.s., This Day, Friday, 25th February. Passengers by 4.15 p.m. train. Freight for Timaru, 10s per ton, including landing charges. Passengers landed free.: [422, 508, 553, 531]
article-paragraph: That large and commodious Store, now occupied by Jenkins and Co., and situated on freehold land, being section 19, block VI., Arrowtown.: [560, 830, 684, 846]
article-paragraph: We ask that you will grant us the privilege, which we do not doubt will be freely accorded. We are, gentlemen, your obedient servants.: [9, 731, 133, 748]
article-paragraph: PRIVATE Accommodation for Gentlemen. Mrs Hannah, Castle street, second house from St. Andrew street.: [284, 645, 413, 656]
article-paragraph: D. M. SPEDDING is instructed by the Importers to sell by auction, at his Rooms, on Thursday, 2nd March, at 2 o'clock, An invoice of superior gilt frame pier glasses, 40 x 30, 48 x 36, 60 x 40, 54 x 44, 66 x 48, 84 x 54, 70 x 50, 72 x 50, &c. oval and square frames, superior to anything ever offered in this market. Terms at sale.: [835, 710, 967, 743]
article-paragraph: 20 shares New Zealand Insurance. 20 do Standard do. 100 do National do. 50 do South British do. 25 do Fire Preventer Company. 20 do Colonial Bank.: [697, 600, 825, 617]
notice-heading: STAFFORDSHIRE WAREHOUSE, Princes street.: [152, 743, 272, 760]
article-paragraph: Beauty, s.s., 133 tons, Foster, from the Bluff. Passengers: Mrs Bennett, Messrs Hawson, Cameron, and Kerr in the steerage.: [146, 370, 271, 387]
article-paragraph: WANTED, Men to cut Flax, 1/6 per cwt. Apply Dods, Glenferrie.: [284, 554, 407, 566]
notice-heading: VALUABLE FREEHOLD BUILDING SITE IN CUMBERLAND STREET.: [839, 456, 964, 473]
article-paragraph: Great Reductions in Prints, Muslins, Fancy Dress Stuffs, Calicoes, Flannels, Shirtings, &c., &c. At F. A. INGLE'S, London House, George street, Dunedin.: [422, 263, 546, 280]
notice-heading: FOR SALE BY PRIVATE CONTRACT.: [284, 81, 415, 90]
article-paragraph: Also, Sections 3, 4, 5, and 6, block I., Portobello District, containing 38a. 0r. 19p., near the Native Reserve. Section 34, block XI., containing 10 acres, bush land, North Harbour and Blue-skin District. Terms liberal.: [697, 550, 828, 577]
article-paragraph: M'LANDRESS, HEPBURN, & CO. have received instructions from the proprietor to sell by auction, at their Rooms, Princes street, on Saturday, 26th February, at 1 o'clock, Twenty-seven splendid suburban freehold building allotments, being an extension of the township of Mornington, having a frontage to the Government road leading from Maclaggan street, and adjoining the residence of A. Clarke, Esq., and other valuable properties.: [835, 95, 968, 145]
article-paragraph: LOST, between Princes street and Union street, Gold Locket, containing hair; will be suitably rewarded with George Young, jeweller, Princes street.: [284, 735, 413, 752]
section-heading: Late Advertisements.: [158, 782, 266, 793]
article-paragraph: Southland, Campbelltown, Bluff, and Invercargill—Per Samson, on Saturday, February 26, at 11.30 a.m.: [146, 580, 274, 592]
article-paragraph: HENRY DRIVER has received instructions from the Proprietor to sell by auction, at the Wool Warehouse, Rattray street Wharf, on Saturday, the 26th inst., at 2 o'clock, The whole of the Sections in the beautiful township of Clydesdale, situated opposite the Railway Station.: [835, 267, 962, 300]
article-paragraph: WANTED, thorough good Shirt Machinists—also three good Hands. Apply Thompson, Rattray street.: [284, 515, 412, 527]
article-paragraph: Rate of freight 25s per ton, delivered in Landing Sheds.: [560, 324, 691, 330]
article-paragraph: TO LET, Six-roomed House, with convenience complete, in George street. Apply to Mr Main, Royal Hotel, Princes street.: [284, 859, 416, 876]
article-paragraph: Boot Maker, Late of Princes street, REMOVED TO No. 2, ROYAL ARCADE, Second Shop from High street.: [284, 229, 411, 241]
article-paragraph: Cr. Isaac seconded the motion, but blamed the Mayor for his action, who he considered, had gone out of his place in this matter, and had acted wrongly in not consulting the whole Council.: [146, 95, 272, 117]
notice-heading: IMMENSE REDUCTION!: [442, 143, 533, 152]
notice-heading: MAGNIFICENT BUILDING SITES.: [839, 525, 963, 534]
notice-heading: SATURDAY AFTERNOON EXCURSIONS.: [580, 151, 671, 168]
article-paragraph: TO LET, a Two-roomed Cottage. Apply Thomas Loche, Arthur street.: [146, 949, 273, 960]
article-paragraph: TO LET, Two-roomed House. Wm Marshall, Rae street.: [146, 925, 275, 931]
